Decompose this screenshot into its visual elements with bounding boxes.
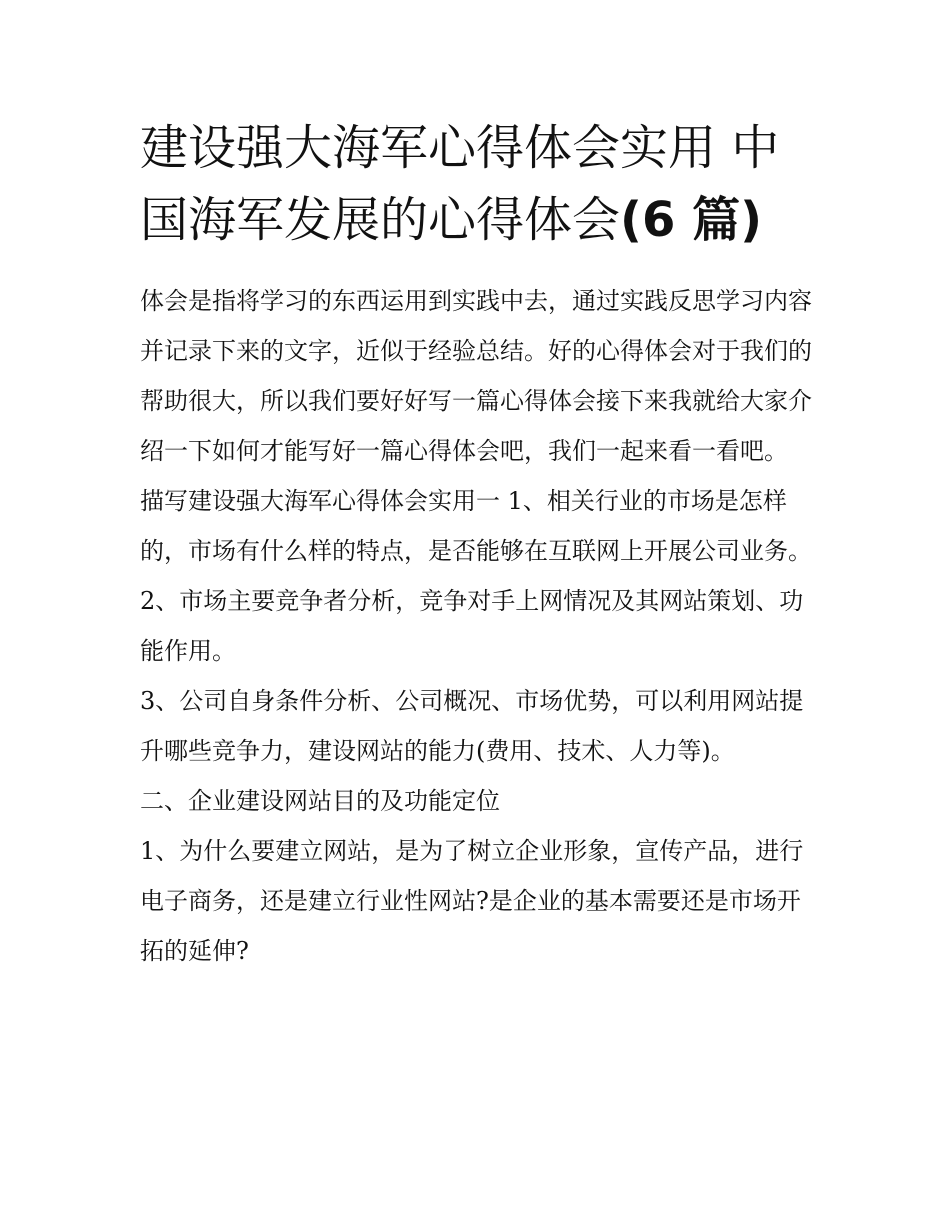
title-line-1: 建设强大海军心得体会实用 中: [140, 120, 780, 176]
heading-paragraph: 二、企业建设网站目的及功能定位: [140, 787, 500, 815]
section-2-paragraph: 2、市场主要竞争者分析，竞争对手上网情况及其网站策划、功能作用。: [140, 587, 804, 665]
title-count: (6 篇): [620, 192, 763, 248]
section-1-paragraph: 描写建设强大海军心得体会实用一 1、相关行业的市场是怎样的，市场有什么样的特点，是否能够在互联网上开展公司业务。: [140, 487, 812, 565]
title-line-2: 国海军发展的心得体会: [140, 192, 621, 248]
document-title: [140, 112, 820, 256]
intro-paragraph: 体会是指将学习的东西运用到实践中去，通过实践反思学习内容并记录下来的文字，近似于经验总结。好的心得体会对于我们的帮助很大，所以我们要好好写一篇心得体会接下来我就给大家介绍一下如何才能写好一篇心得体会吧，我们一起来看一看吧。: [140, 287, 812, 465]
document-page: [140, 112, 820, 976]
question-paragraph: 1、为什么要建立网站，是为了树立企业形象，宣传产品，进行电子商务，还是建立行业性网站?是企业的基本需要还是市场开拓的延伸?: [140, 837, 804, 965]
section-3-paragraph: 3、公司自身条件分析、公司概况、市场优势，可以利用网站提升哪些竞争力，建设网站的能力(费用、技术、人力等)。: [140, 687, 804, 765]
